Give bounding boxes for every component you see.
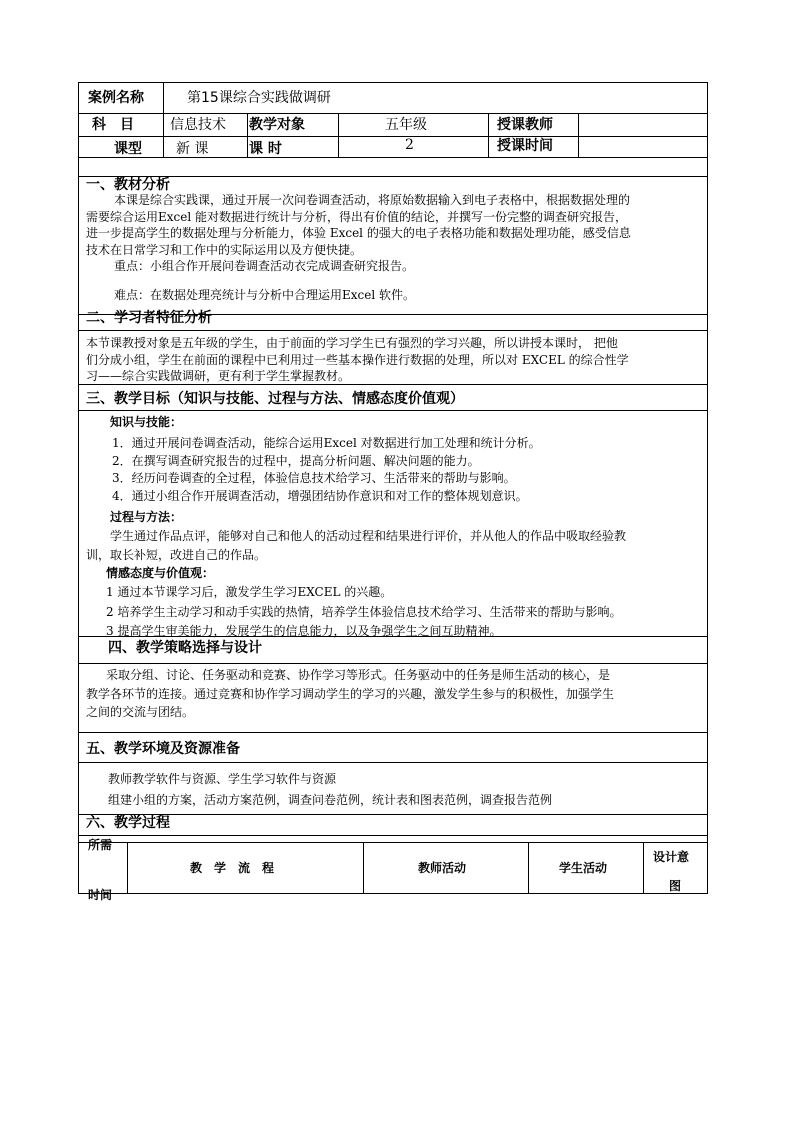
environment-resources-text: 教师教学软件与资源、学生学习软件与资源 组建小组的方案，活动方案范例，调查问卷范例，统计表和图表范例，调查报告范例 [108, 772, 553, 807]
col-header-teacher-activity: 教师活动 [418, 861, 467, 875]
section-title-textbook-analysis: 一、教材分析 [86, 177, 170, 193]
col-header-design-intent-top: 设计意 [653, 850, 690, 864]
hours-label: 课 时 [249, 141, 282, 157]
subject-label: 科 目 [92, 117, 134, 133]
learner-analysis-text: 本节课教授对象是五年级的学生，由于前面的学习学生已有强烈的学习兴趣，所以讲授本课时， 把他 们分成小组，学生在前面的课程中已利用过一些基本操作进行数据的处理，所以对 EXCEL 的综合性学 习——综合实践做调研，更有利于学生掌握教材。 [86, 336, 629, 383]
process-methods-text: 学生通过作品点评，能够对自己和他人的活动过程和结果进行评价，并从他人的作品中吸取经验教 训，取长补短，改进自己的作品。 [86, 529, 627, 562]
emotion-values-title: 情感态度与价值观： [106, 566, 215, 580]
col-header-student-activity: 学生活动 [559, 861, 608, 875]
key-point: 重点：小组合作开展问卷调查活动衣完成调查研究报告。 [114, 259, 415, 273]
textbook-analysis-text: 本课是综合实践课，通过开展一次问卷调查活动，将原始数据输入到电子表格中，根据数据处理的 需要综合运用Excel 能对数据进行统计与分析，得出有价值的结论，并撰写一份完整的调查研究报告， 进一步提高学生的数据处理与分析能力，体验 Excel 的强大的电子表格功能和数据处理功能，感受信息 技术在日常学习和工作中的实际运用以及方便快捷。 重点：小组合作开展问卷调查活动衣完成调查研究报告。 [86, 193, 631, 273]
col-header-time-bottom: 时间 [88, 888, 113, 902]
audience-label: 教学对象 [249, 117, 305, 133]
section-title-teaching-process: 六、教学过程 [86, 815, 170, 831]
difficulty-point: 难点：在数据处理亮统计与分析中合理运用Excel 软件。 [114, 288, 416, 302]
col-header-time-top: 所需 [88, 838, 113, 852]
teaching-strategy-text: 采取分组、讨论、任务驱动和竞赛、协作学习等形式。任务驱动中的任务是师生活动的核心，是 教学各环节的连接。通过竞赛和协作学习调动学生的学习的兴趣，激发学生参与的积极性，加强学生 之间的交流与团结。 [86, 668, 615, 719]
lesson-type-value: 新 课 [176, 141, 209, 157]
section-title-teaching-goals: 三、教学目标（知识与技能、过程与方法、情感态度价值观） [86, 391, 464, 407]
teacher-label: 授课教师 [497, 117, 553, 133]
subject-value: 信息技术 [170, 117, 226, 133]
knowledge-skills-title: 知识与技能： [110, 415, 183, 429]
audience-value: 五年级 [385, 117, 427, 133]
case-name-label: 案例名称 [88, 90, 144, 106]
col-header-teaching-flow: 教 学 流 程 [190, 861, 275, 875]
section-title-learner-analysis: 二、学习者特征分析 [86, 310, 212, 326]
time-label: 授课时间 [497, 138, 553, 154]
section-title-environment-resources: 五、教学环境及资源准备 [86, 741, 240, 757]
case-name-value: 第15课综合实践做调研 [187, 90, 331, 106]
knowledge-skills-list: 1．通过开展问卷调查活动，能综合运用Excel 对数据进行加工处理和统计分析。 2．在撰写调查研究报告的过程中，提高分析问题、解决问题的能力。 3．经历问卷调查的全过程，体验信息技术给学习、生活带来的帮助与影响。 4．通过小组合作开展调查活动，增强团结协作意识和对工作的整体规划意识。 [112, 436, 541, 504]
col-header-design-intent-bottom: 图 [669, 879, 682, 893]
lesson-type-label: 课型 [114, 141, 142, 157]
section-title-teaching-strategy: 四、教学策略选择与设计 [108, 640, 262, 656]
emotion-values-list: 1 通过本节课学习后，激发学生学习EXCEL 的兴趣。 2 培养学生主动学习和动手实践的热情，培养学生体验信息技术给学习、生活带来的帮助与影响。 3 提高学生审美能力，发展学生的信息能力，以及争强学生之间互助精神。 [106, 585, 622, 638]
hours-value: 2 [405, 137, 414, 153]
process-methods-title: 过程与方法： [110, 510, 183, 524]
